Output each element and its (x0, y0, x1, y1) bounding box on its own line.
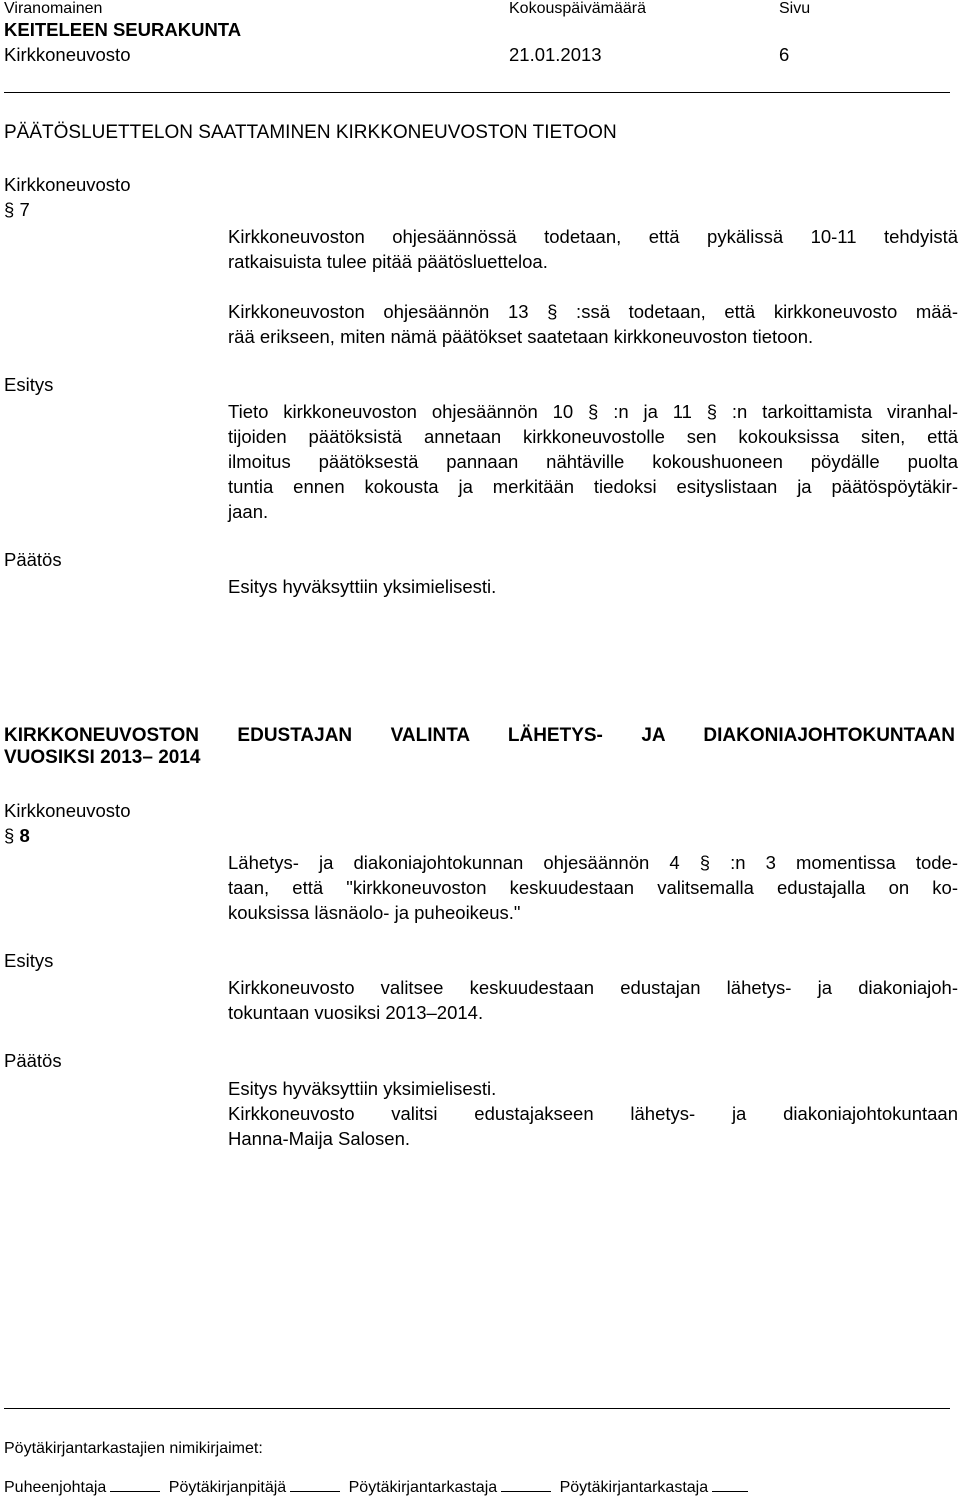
signature-role: Puheenjohtaja (4, 1479, 107, 1496)
text-line: tijoiden päätöksistä annetaan kirkkoneuvostolle sen kokouksissa siten, että (228, 426, 958, 447)
section2-body-label: Kirkkoneuvosto (4, 800, 131, 821)
text-line: ilmoitus päätöksestä pannaan nähtäville kokoushuoneen pöydälle puolta (228, 451, 958, 472)
header-authority-label: Viranomainen (4, 0, 103, 17)
header-date-label: Kokouspäivämäärä (509, 0, 646, 17)
header-body: Kirkkoneuvosto (4, 44, 131, 65)
text-line: Kirkkoneuvoston ohjesäännössä todetaan, että pykälissä 10-11 tehdyistä (228, 226, 958, 247)
signature-role: Pöytäkirjanpitäjä (168, 1479, 287, 1496)
section2-paatos-label: Päätös (4, 1050, 62, 1071)
section1-number: 7 (19, 199, 30, 220)
section2-intro (228, 850, 958, 925)
text-line: kouksissa läsnäolo- ja puheoikeus." (228, 902, 521, 923)
signature-blank (501, 1479, 551, 1492)
header-page-label: Sivu (779, 0, 811, 17)
text-line: ratkaisuista tulee pitää päätösluetteloa. (228, 251, 548, 272)
signature-blank (290, 1479, 340, 1492)
section1-title: PÄÄTÖSLUETTELON SAATTAMINEN KIRKKONEUVOSTON TIETOON (4, 122, 617, 143)
text-line: Lähetys- ja diakoniajohtokunnan ohjesäännön 4 § :n 3 momentissa tode- (228, 852, 958, 873)
text-line: taan, että "kirkkoneuvoston keskuudestaan valitsemalla edustajalla on ko- (228, 877, 958, 898)
section1-intro (228, 224, 958, 274)
section2-paragraph-number (4, 825, 30, 847)
header-date: 21.01.2013 (509, 44, 602, 65)
section2-title-line: VUOSIKSI 2013– 2014 (4, 747, 201, 768)
section2-title-line: KIRKKONEUVOSTON EDUSTAJAN VALINTA LÄHETYS- JA DIAKONIAJOHTOKUNTAAN (4, 725, 955, 746)
paragraph-symbol-icon: § (4, 199, 15, 220)
section1-esitys-label: Esitys (4, 374, 54, 395)
text-line: tuntia ennen kokousta ja merkitään tiedoksi esityslistaan ja päätöspöytäkir- (228, 476, 958, 497)
signature-blank (110, 1479, 160, 1492)
section1-paragraph-number (4, 199, 30, 221)
text-line: tokuntaan vuosiksi 2013–2014. (228, 1002, 484, 1023)
signature-blank (712, 1479, 748, 1492)
section1-esitys-text (228, 399, 958, 524)
footer-signature-row (4, 1479, 752, 1497)
paragraph-symbol-icon: § (4, 825, 15, 846)
section2-title (4, 725, 955, 769)
text-line: Kirkkoneuvosto valitsi edustajakseen lähetys- ja diakoniajohtokuntaan (228, 1103, 958, 1124)
signature-role: Pöytäkirjantarkastaja (559, 1479, 709, 1496)
header-page-number: 6 (779, 44, 790, 65)
section2-esitys-label: Esitys (4, 950, 54, 971)
footer-initials-label: Pöytäkirjantarkastajien nimikirjaimet: (4, 1440, 263, 1457)
signature-role: Pöytäkirjantarkastaja (348, 1479, 498, 1496)
text-line: Esitys hyväksyttiin yksimielisesti. (228, 1078, 497, 1099)
text-line: Hanna-Maija Salosen. (228, 1128, 411, 1149)
header-rule (4, 92, 950, 93)
footer-rule (4, 1408, 950, 1409)
section2-paatos-text (228, 1076, 958, 1151)
text-line: Kirkkoneuvoston ohjesäännön 13 § :ssä todetaan, että kirkkoneuvosto mää- (228, 301, 958, 322)
section1-body-label: Kirkkoneuvosto (4, 174, 131, 195)
section2-esitys-text (228, 975, 958, 1025)
text-line: jaan. (228, 501, 269, 522)
text-line: Kirkkoneuvosto valitsee keskuudestaan edustajan lähetys- ja diakoniajoh- (228, 977, 958, 998)
header-organization: KEITELEEN SEURAKUNTA (4, 19, 242, 40)
text-line: rää erikseen, miten nämä päätökset saatetaan kirkkoneuvoston tietoon. (228, 326, 814, 347)
section1-rule-text (228, 299, 958, 349)
text-line: Tieto kirkkoneuvoston ohjesäännön 10 § :n ja 11 § :n tarkoittamista viranhal- (228, 401, 958, 422)
section2-number: 8 (19, 825, 30, 846)
section1-paatos-text: Esitys hyväksyttiin yksimielisesti. (228, 576, 497, 597)
section1-paatos-label: Päätös (4, 549, 62, 570)
